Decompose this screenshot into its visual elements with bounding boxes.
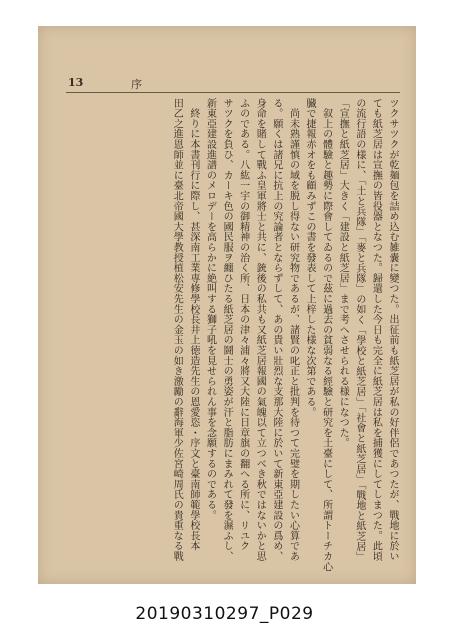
text-column: 叙上の體驗と趣勢に際會してゐるので茲に過去の貧弱なる經驗と研究を土臺にして、所謂トーチカ心 — [320, 98, 332, 572]
header-rule — [66, 92, 400, 93]
text-column: 身命を賭して戰ふ皇軍將士と共に、銃後の私共も又紙芝居報國の氣魄以て立つべき秋ではないかと思 — [254, 98, 266, 562]
text-column: ふのである。八紘一宇の御精神の治く所、日本の津々浦々將又大陸に日章旗の翻へる所に、リユク — [237, 98, 249, 552]
text-column: 臓で捷報赤オをも顧みずこの書を發表して上梓した様な次第である。 — [304, 98, 316, 418]
vertical-body-text — [66, 98, 400, 578]
text-column: る。願くは諸兄に抗上の究論者とならずして、あの貴い壯烈な支那大陸に於いて新東亞建設の爲め、 — [270, 98, 282, 562]
page-number: 13 — [68, 76, 84, 89]
text-column: ツクサツクが乾麺包を詰め込む雑嚢に變つた。出征前も紙芝居が私の好伴侶であつたが、戰地に於い — [387, 98, 398, 562]
text-column: 新東亞建設進譜のメロデーを高らかに絶叫する獅子吼を見せられん事を念願するのである。 — [204, 98, 216, 521]
text-column: の流行語の様に、「土と兵隊」「麥と兵隊」の如く「學校と紙芝居」「社會と紙芝居」「戰地と紙芝居」 — [353, 98, 365, 563]
image-id-caption: 20190310297_P029 — [135, 604, 314, 624]
text-column: 田乙之進恩師並に臺北帝國大學教授植松安先生の金玉の如き激勵の辭海軍少佐宮崎周氏の貴重なる戰 — [171, 98, 183, 562]
text-column: 「宣撫と紙芝居」大きく「建設と紙芝居」まで考へさせられる様になつた。 — [337, 98, 349, 449]
section-title: 序 — [131, 78, 142, 91]
document-page — [38, 26, 416, 584]
text-column: 尚未熟謹慎の域を脱し得ない研究物であるが、諸賢の叱正と批判を待つて完璧を期したい心算であ — [287, 98, 299, 562]
text-column: 終りに本書刊行に際し、甚深南工業専修學校長井上徳造先生の恩愛恣・序文と臺南師範學校長本 — [187, 98, 199, 552]
text-column: サツクを負ひ、カーキ色の國民服ヲ纏ひたる紙芝居の鬪士の勇姿が汗と脂肪にまみれて發を濕ふし、 — [221, 98, 233, 562]
text-column: ても紙芝居は宣撫の皆役器となつた。歸還した今日も完全に紙芝居は私を捕獲にしてしまつた。此頃 — [370, 98, 382, 562]
